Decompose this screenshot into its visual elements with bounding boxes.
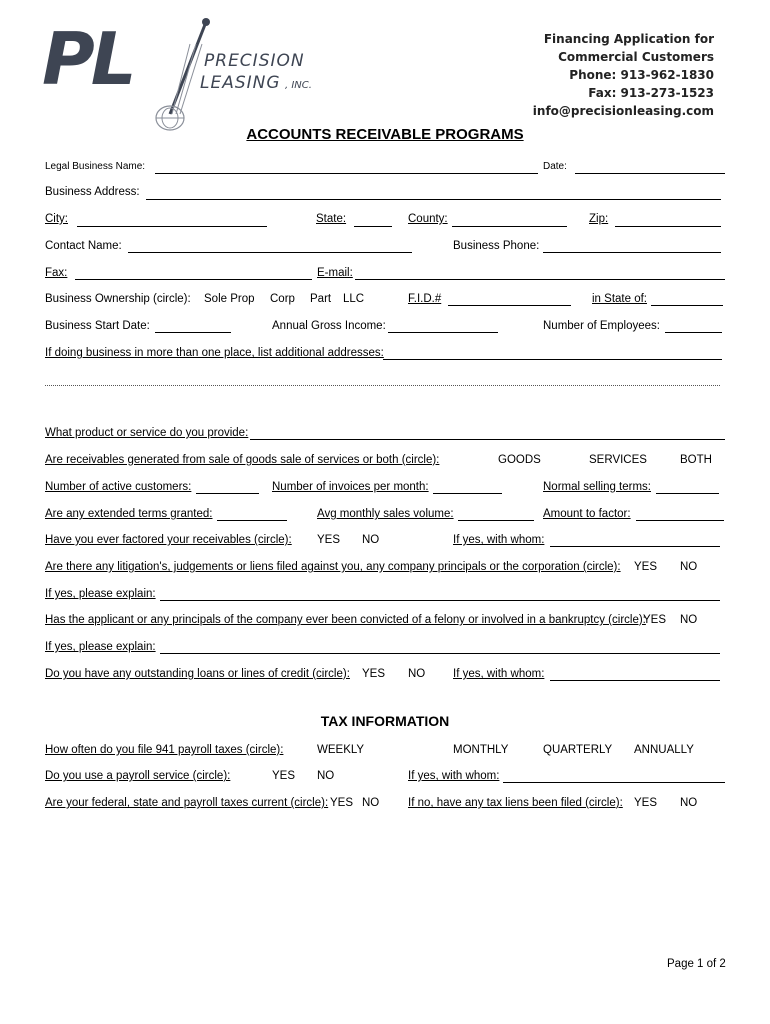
email-field[interactable]	[355, 279, 725, 280]
invoices-field[interactable]	[433, 493, 502, 494]
option-monthly[interactable]: MONTHLY	[453, 744, 509, 756]
taxes-current-label: Are your federal, state and payroll taxes current (circle):	[45, 797, 329, 809]
loans-no[interactable]: NO	[408, 668, 426, 680]
employees-label: Number of Employees:	[543, 320, 660, 332]
header-line-2: Commercial Customers	[558, 50, 714, 64]
felony-yes[interactable]: YES	[643, 614, 667, 626]
business-phone-field[interactable]	[543, 252, 721, 253]
ownership-label: Business Ownership (circle):	[45, 293, 191, 305]
litigation-explain-label: If yes, please explain:	[45, 588, 156, 600]
date-label: Date:	[543, 161, 567, 172]
payroll-service-label: Do you use a payroll service (circle):	[45, 770, 231, 782]
ownership-llc[interactable]: LLC	[343, 293, 365, 305]
state-field[interactable]	[354, 226, 392, 227]
header-fax: Fax: 913-273-1523	[588, 86, 714, 100]
taxes-current-yes[interactable]: YES	[330, 797, 354, 809]
logo-line1: PRECISION	[204, 51, 305, 71]
contact-name-field[interactable]	[128, 252, 412, 253]
factored-no[interactable]: NO	[362, 534, 380, 546]
fax-field[interactable]	[75, 279, 312, 280]
loans-yes[interactable]: YES	[362, 668, 386, 680]
ownership-corp[interactable]: Corp	[270, 293, 295, 305]
in-state-field[interactable]	[651, 305, 723, 306]
amount-factor-field[interactable]	[636, 520, 724, 521]
felony-no[interactable]: NO	[680, 614, 698, 626]
litigation-no[interactable]: NO	[680, 561, 698, 573]
loans-label: Do you have any outstanding loans or lines of credit (circle):	[45, 668, 350, 680]
tax-liens-yes[interactable]: YES	[634, 797, 658, 809]
contact-name-label: Contact Name:	[45, 240, 122, 252]
date-field[interactable]	[575, 173, 725, 174]
header-phone: Phone: 913-962-1830	[569, 68, 714, 82]
ownership-part[interactable]: Part	[310, 293, 332, 305]
fax-label: Fax:	[45, 267, 68, 279]
legal-name-field[interactable]	[155, 173, 538, 174]
option-annually[interactable]: ANNUALLY	[634, 744, 694, 756]
litigation-label: Are there any litigation's, judgements or liens filed against you, any company principals or the corporation (circle):	[45, 561, 621, 573]
tax-section-title: TAX INFORMATION	[320, 713, 450, 729]
selling-terms-label: Normal selling terms:	[543, 481, 651, 493]
litigation-yes[interactable]: YES	[634, 561, 658, 573]
option-goods[interactable]: GOODS	[498, 454, 541, 466]
payroll-service-no[interactable]: NO	[317, 770, 335, 782]
loans-whom-field[interactable]	[550, 680, 720, 681]
zip-label: Zip:	[589, 213, 609, 225]
payroll-whom-label: If yes, with whom:	[408, 770, 500, 782]
factored-label: Have you ever factored your receivables (circle):	[45, 534, 292, 546]
business-phone-label: Business Phone:	[453, 240, 540, 252]
fid-field[interactable]	[448, 305, 571, 306]
product-service-label: What product or service do you provide:	[45, 427, 249, 439]
payroll-service-yes[interactable]: YES	[272, 770, 296, 782]
taxes-current-no[interactable]: NO	[362, 797, 380, 809]
fid-label: F.I.D.#	[408, 293, 442, 305]
page-number: Page 1 of 2	[667, 958, 726, 970]
gross-income-field[interactable]	[388, 332, 498, 333]
county-label: County:	[408, 213, 448, 225]
employees-field[interactable]	[665, 332, 722, 333]
page-title: ACCOUNTS RECEIVABLE PROGRAMS	[246, 126, 524, 143]
avg-sales-label: Avg monthly sales volume:	[317, 508, 454, 520]
factored-whom-label: If yes, with whom:	[453, 534, 545, 546]
header-email: info@precisionleasing.com	[532, 104, 714, 118]
city-label: City:	[45, 213, 68, 225]
felony-explain-field[interactable]	[160, 653, 720, 654]
option-weekly[interactable]: WEEKLY	[317, 744, 365, 756]
state-label: State:	[316, 213, 347, 225]
logo-suffix: , INC.	[285, 80, 312, 91]
extended-terms-label: Are any extended terms granted:	[45, 508, 213, 520]
county-field[interactable]	[452, 226, 567, 227]
option-both[interactable]: BOTH	[680, 454, 712, 466]
option-quarterly[interactable]: QUARTERLY	[543, 744, 613, 756]
gross-income-label: Annual Gross Income:	[272, 320, 386, 332]
logo-letters: PL	[42, 17, 133, 101]
tax-liens-label: If no, have any tax liens been filed (circle):	[408, 797, 623, 809]
legal-name-label: Legal Business Name:	[45, 161, 146, 172]
additional-addresses-label: If doing business in more than one place, list additional addresses:	[45, 347, 384, 359]
payroll-whom-field[interactable]	[503, 782, 725, 783]
logo-line2: LEASING	[200, 73, 281, 93]
receivables-source-label: Are receivables generated from sale of goods sale of services or both (circle):	[45, 454, 440, 466]
precision-leasing-logo	[40, 14, 330, 138]
payroll-frequency-label: How often do you file 941 payroll taxes (circle):	[45, 744, 284, 756]
option-services[interactable]: SERVICES	[589, 454, 647, 466]
business-address-field[interactable]	[146, 199, 721, 200]
extended-terms-field[interactable]	[217, 520, 287, 521]
start-date-field[interactable]	[155, 332, 231, 333]
additional-addresses-line-2[interactable]	[45, 385, 720, 386]
factored-whom-field[interactable]	[550, 546, 720, 547]
felony-explain-label: If yes, please explain:	[45, 641, 156, 653]
felony-label: Has the applicant or any principals of the company ever been convicted of a felony or involved in a bankruptcy (circle):	[45, 614, 646, 626]
tax-liens-no[interactable]: NO	[680, 797, 698, 809]
email-label: E-mail:	[317, 267, 353, 279]
product-service-field[interactable]	[250, 439, 725, 440]
business-address-label: Business Address:	[45, 186, 140, 198]
active-customers-field[interactable]	[196, 493, 259, 494]
active-customers-label: Number of active customers:	[45, 481, 192, 493]
loans-whom-label: If yes, with whom:	[453, 668, 545, 680]
avg-sales-field[interactable]	[458, 520, 534, 521]
litigation-explain-field[interactable]	[160, 600, 720, 601]
factored-yes[interactable]: YES	[317, 534, 341, 546]
start-date-label: Business Start Date:	[45, 320, 150, 332]
company-contact-block	[533, 30, 714, 120]
header-line-1: Financing Application for	[543, 32, 714, 46]
zip-field[interactable]	[615, 226, 721, 227]
ownership-sole-prop[interactable]: Sole Prop	[204, 293, 255, 305]
amount-factor-label: Amount to factor:	[543, 508, 631, 520]
in-state-label: in State of:	[592, 293, 647, 305]
logo-graphic	[40, 14, 330, 138]
additional-addresses-field[interactable]	[383, 359, 722, 360]
city-field[interactable]	[77, 226, 267, 227]
selling-terms-field[interactable]	[656, 493, 719, 494]
invoices-label: Number of invoices per month:	[272, 481, 429, 493]
